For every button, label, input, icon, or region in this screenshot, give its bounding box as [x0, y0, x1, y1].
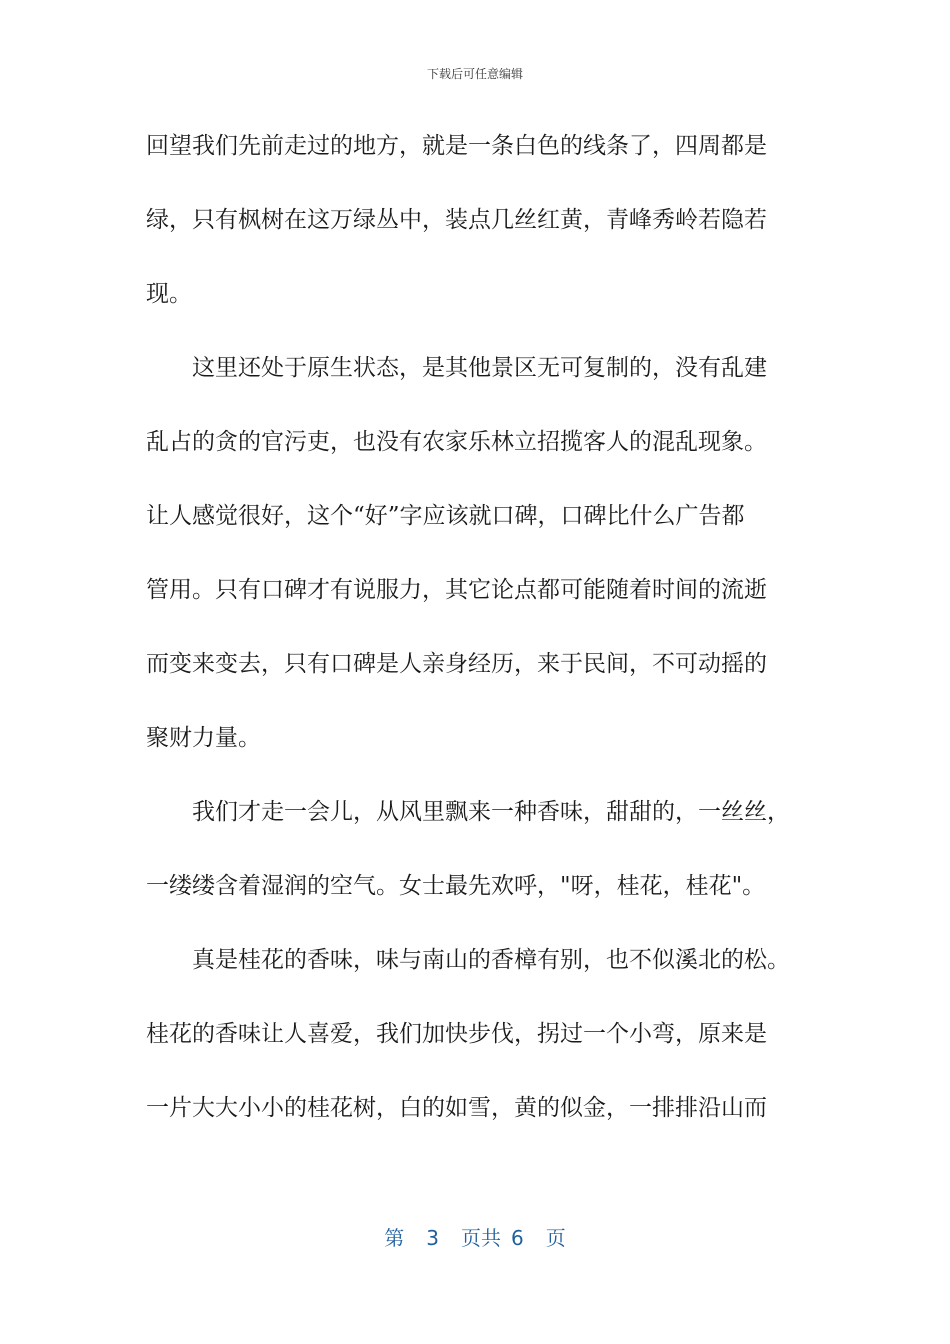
text-line: 回望我们先前走过的地方，就是一条白色的线条了，四周都是: [146, 133, 767, 159]
text-line: 桂花的香味让人喜爱，我们加快步伐，拐过一个小弯，原来是: [146, 1021, 767, 1047]
text-line: 管用。只有口碑才有说服力，其它论点都可能随着时间的流逝: [146, 577, 767, 603]
text-line: 而变来变去，只有口碑是人亲身经历，来于民间，不可动摇的: [146, 651, 767, 677]
text-line: 一缕缕含着湿润的空气。女士最先欢呼，"呀，桂花，桂花"。: [146, 873, 766, 899]
paragraph-start-line: 真是桂花的香味，味与南山的香樟有别，也不似溪北的松。: [192, 947, 790, 973]
footer-ye: 页: [545, 1226, 566, 1250]
footer-di: 第: [384, 1226, 405, 1250]
current-page-number: 3: [426, 1226, 439, 1250]
paragraph-start-line: 我们才走一会儿，从风里飘来一种香味，甜甜的，一丝丝，: [192, 799, 790, 825]
text-line: 绿，只有枫树在这万绿丛中，装点几丝红黄，青峰秀岭若隐若: [146, 207, 767, 233]
text-line: 让人感觉很好，这个“好”字应该就口碑，口碑比什么广告都: [146, 503, 745, 529]
text-line: 聚财力量。: [146, 725, 261, 751]
text-line: 现。: [146, 281, 192, 307]
body-text: [146, 126, 826, 1162]
total-pages-number: 6: [511, 1226, 524, 1250]
text-line: 乱占的贪的官污吏，也没有农家乐林立招揽客人的混乱现象。: [146, 429, 767, 455]
footer-ye-gong: 页共: [461, 1226, 501, 1250]
paragraph-start-line: 这里还处于原生状态，是其他景区无可复制的，没有乱建: [192, 355, 767, 381]
page-number-footer: [0, 1224, 950, 1252]
text-line: 一片大大小小的桂花树，白的如雪，黄的似金，一排排沿山而: [146, 1095, 767, 1121]
header-note: 下载后可任意编辑: [426, 67, 523, 81]
